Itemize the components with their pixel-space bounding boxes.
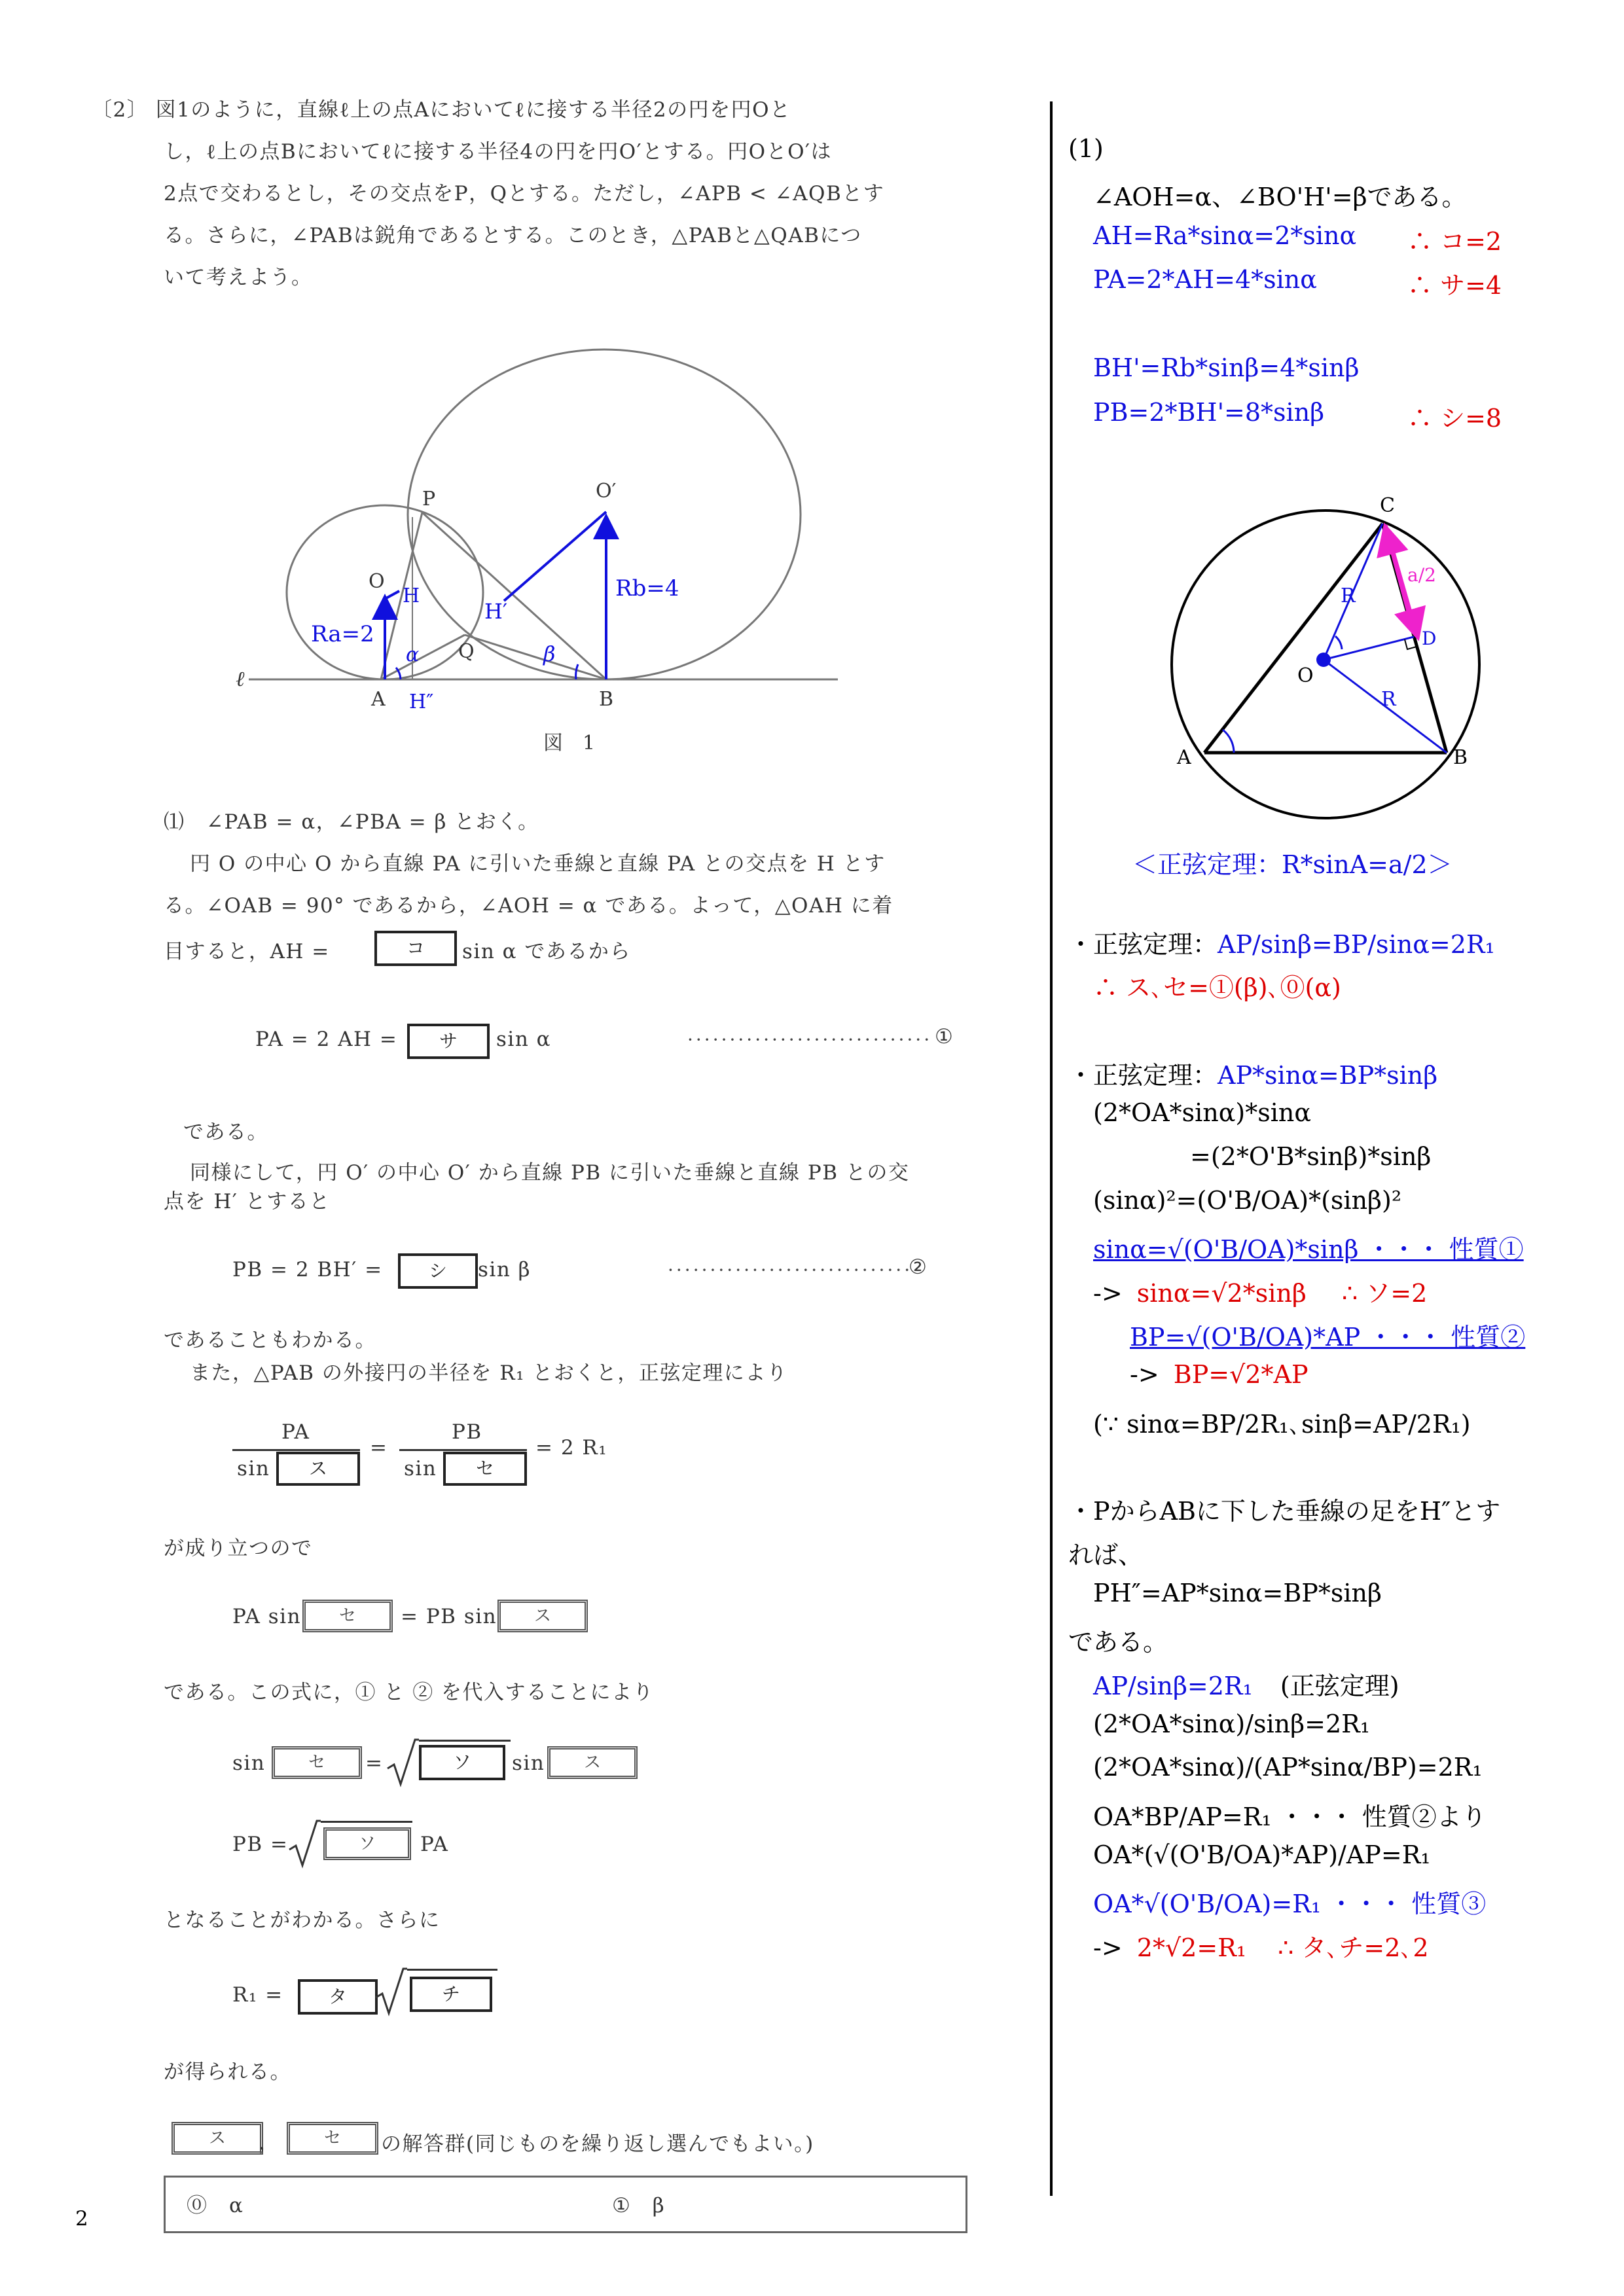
label-ell: ℓ [236,666,245,691]
ans-s2h: BP=√(O'B/OA)*AP ・・・ 性質② [1130,1323,1526,1352]
part1-line-1: ⑴ ∠PAB = α，∠PBA = β とおく。 [164,810,539,834]
ans-s1c: ∴ ス､セ=①(β)､⓪(α) [1093,973,1341,1002]
ans-bh: BH'=Rb*sinβ=4*sinβ [1093,353,1360,382]
ans-s2g [1093,1273,1427,1309]
answer-box-shi[interactable]: シ [398,1253,478,1289]
fig2-label-c: C [1380,494,1395,517]
ans-law-text: ＜正弦定理：R*sinA=a/2＞ [1132,850,1453,879]
eq7-left: R₁ = [232,1983,283,2007]
eq5-sin2: sin [512,1751,545,1775]
ans-pa-result: ∴ サ=4 [1407,271,1502,300]
ans-s3k1: -> [1093,1933,1123,1962]
label-h-prime: H′ [484,599,508,624]
figure-sine-law [1152,484,1492,838]
label-h-dd: H″ [409,691,434,713]
ans-s3h: OA*BP/AP=R₁ ・・・ 性質②より [1093,1803,1487,1831]
eq1-left: PA = 2 AH = [255,1028,398,1051]
choice-comma: ， [259,2131,280,2155]
part1-line-4b: sin α であるから [462,940,631,963]
label-rb: Rb=4 [615,575,679,601]
ans-ah: AH=Ra*sinα=2*sinα [1093,221,1357,250]
figure-1 [216,327,877,785]
eq2-dots: ····························· [668,1259,913,1281]
ref-box-su-1: ス [497,1600,588,1632]
ans-s2i2: BP=√2*AP [1173,1360,1308,1389]
sqrt-bar-2 [321,1821,412,1823]
ans-s3c: PH″=AP*sinα=BP*sinβ [1093,1579,1382,1607]
part1-line-7: 点を H′ とすると [164,1190,331,1213]
choice-0[interactable]: ⓪ α [187,2194,244,2217]
seg-oh-prime [504,512,606,601]
label-b: B [599,688,614,711]
frac-pa-bar [232,1449,360,1451]
ans-s3a: ・PからABに下した垂線の足をH″とす [1068,1497,1501,1526]
ans-s2 [1068,1055,1437,1091]
part1-line-4a: 目すると，AH = [164,940,330,963]
label-p: P [422,488,436,511]
part1-line-13: が得られる。 [164,2060,291,2084]
ans-s3f: (2*OA*sinα)/sinβ=2R₁ [1093,1710,1370,1738]
answer-box-ko[interactable]: コ [374,931,457,966]
eq2-mark: ② [909,1255,928,1279]
ans-s3e [1093,1666,1399,1702]
ans-s2g2: sinα=√2*sinβ [1136,1279,1307,1308]
ans-head: (1) [1068,134,1104,163]
ans-s1 [1068,924,1495,960]
ans-s3i: OA*(√(O'B/OA)*AP)/AP=R₁ [1093,1840,1431,1869]
ans-s2i [1130,1360,1308,1389]
ans-s2a: ・正弦定理： [1068,1061,1218,1090]
ans-s3b: れば、 [1068,1541,1144,1570]
frac-pa-sin: sin [237,1457,270,1480]
ans-s3j: OA*√(O'B/OA)=R₁ ・・・ 性質③ [1093,1890,1487,1918]
column-divider [1050,101,1053,2196]
label-h: H [403,584,420,607]
ans-law-title [1132,844,1453,880]
ans-s2j: (∵ sinα=BP/2R₁､sinβ=AP/2R₁) [1093,1410,1471,1439]
sqrt-bar-1 [419,1740,511,1742]
fig2-label-r1: R [1341,584,1356,607]
eq6-left: PB = [232,1833,289,1856]
eq5-eq: = [365,1751,384,1775]
ref-box-se-1: セ [302,1600,393,1632]
eq1-right: sin α [496,1028,552,1051]
ans-pb-result: ∴ シ=8 [1407,404,1502,433]
part1-line-11: である。この式に，① と ② を代入することにより [164,1681,655,1704]
problem-line-3: 2点で交わるとし，その交点をP，Qとする。ただし，∠APB < ∠AQBとす [164,182,885,206]
eq2-right: sin β [478,1258,532,1282]
choice-ref-se: セ [287,2122,378,2155]
ans-s3e2: (正弦定理) [1280,1672,1399,1700]
fig2-label-b: B [1453,746,1468,769]
sqrt-sign-3 [374,1966,407,2018]
ref-box-su-2: ス [547,1746,638,1779]
part1-line-5: である。 [183,1121,268,1144]
fig2-label-d: D [1422,628,1437,649]
eq4-left: PA sin [232,1605,302,1628]
part1-line-10: が成り立つので [164,1537,313,1560]
sqrt-bar-3 [407,1969,497,1971]
ans-pa: PA=2*AH=4*sinα [1093,265,1317,294]
eq5-sin1: sin [232,1751,266,1775]
frac-pa-num: PA [281,1420,310,1444]
label-o-prime: O′ [596,480,617,503]
answer-box-ta[interactable]: タ [298,1979,378,2015]
part1-line-12: となることがわかる。さらに [164,1909,441,1932]
frac-pb-bar [399,1449,527,1451]
ans-s2f: sinα=√(O'B/OA)*sinβ ・・・ 性質① [1093,1235,1524,1264]
part1-line-3: る。∠OAB = 90° であるから，∠AOH = α である。よって，△OAH に着 [164,894,893,918]
fig2-label-a: A [1177,746,1191,769]
part1-line-6: 同様にして，円 O′ の中心 O′ から直線 PB に引いた垂線と直線 PB との交 [190,1161,910,1185]
ans-s3d: である。 [1068,1628,1168,1657]
answer-box-se[interactable]: セ [443,1452,527,1486]
problem-line-2: し，ℓ上の点Bにおいてℓに接する半径4の円を円O′とする。円OとO′は [164,140,833,164]
ans-s2e: (sinα)²=(O'B/OA)*(sinβ)² [1093,1186,1402,1215]
eq1-mark: ① [935,1025,954,1049]
ans-s3k [1093,1928,1429,1964]
label-ra: Ra=2 [311,621,374,647]
ans-s1a: ・正弦定理： [1068,930,1218,959]
figure-caption: 図 1 [543,732,596,755]
segment-od [1324,637,1414,660]
choice-box [164,2176,967,2233]
label-q: Q [458,640,475,663]
frac-pb-sin: sin [404,1457,437,1480]
eq4-mid: = PB sin [401,1605,497,1628]
ans-s3g: (2*OA*sinα)/(AP*sinα/BP)=2R₁ [1093,1753,1483,1782]
sqrt-sign-1 [386,1737,419,1789]
eq2-left: PB = 2 BH′ = [232,1258,383,1282]
problem-line-5: いて考えよう。 [164,266,313,289]
problem-line-1: 〔2〕 図1のように，直線ℓ上の点Aにおいてℓに接する半径2の円を円Oと [92,98,791,122]
ans-s2d: =(2*O'B*sinβ)*sinβ [1190,1142,1432,1171]
side-ac [1204,524,1382,753]
center-o [1316,653,1331,667]
ans-s2g1: -> [1093,1279,1123,1308]
ans-s2g3: ∴ ソ=2 [1342,1279,1428,1308]
ans-s2c: (2*OA*sinα)*sinα [1093,1098,1312,1127]
ans-s3e1: AP/sinβ=2R₁ [1093,1672,1253,1700]
segment-qb [465,635,606,679]
ref-box-so: ソ [323,1827,411,1860]
fig2-label-half: a/2 [1407,564,1436,586]
frac-eq: = [370,1436,388,1460]
eq6-right: PA [420,1833,449,1856]
frac-2r1: = 2 R₁ [535,1436,608,1460]
label-alpha: α [406,643,420,666]
seg-oh [385,591,399,599]
ans-s3k2: 2*√2=R₁ [1136,1933,1247,1962]
label-beta: β [543,641,556,666]
ans-s2b: AP*sinα=BP*sinβ [1218,1061,1438,1090]
ans-line-1: ∠AOH=α、∠BO'H'=βである。 [1093,183,1467,211]
label-a: A [371,688,386,711]
ans-pb: PB=2*BH'=8*sinβ [1093,398,1325,427]
choice-text: の解答群(同じものを繰り返し選んでもよい。) [381,2132,814,2156]
answer-box-chi[interactable]: チ [410,1977,492,2012]
ans-ah-result: ∴ コ=2 [1407,227,1502,256]
choice-ref-su: ス [171,2122,263,2155]
page-number: 2 [75,2207,90,2231]
part1-line-9: また，△PAB の外接円の半径を R₁ とおくと，正弦定理により [190,1361,788,1385]
choice-1[interactable]: ① β [612,2194,666,2217]
angle-coc-arc [1335,636,1342,649]
answer-box-so[interactable]: ソ [419,1745,505,1780]
answer-box-sa[interactable]: サ [407,1024,490,1059]
sqrt-sign-2 [288,1818,321,1871]
problem-line-4: る。さらに，∠PABは鋭角であるとする。このとき，△PABと△QABにつ [164,224,862,247]
answer-box-su[interactable]: ス [276,1452,360,1486]
angle-a-arc [1223,730,1234,753]
ans-s1b: AP/sinβ=BP/sinα=2R₁ [1218,930,1495,959]
frac-pb-num: PB [452,1420,482,1444]
part1-line-2: 円 O の中心 O から直線 PA に引いた垂線と直線 PA との交点を H とす [190,852,886,876]
ans-s2i1: -> [1130,1360,1159,1389]
ans-s3k3: ∴ タ､チ=2､2 [1278,1933,1429,1962]
label-o: O [369,570,385,593]
ref-box-se-2: セ [272,1746,362,1779]
fig2-label-o: O [1297,664,1314,687]
eq1-dots: ····························· [687,1029,933,1050]
fig2-label-r2: R [1381,688,1396,711]
part1-line-8: であることもわかる。 [164,1329,376,1352]
